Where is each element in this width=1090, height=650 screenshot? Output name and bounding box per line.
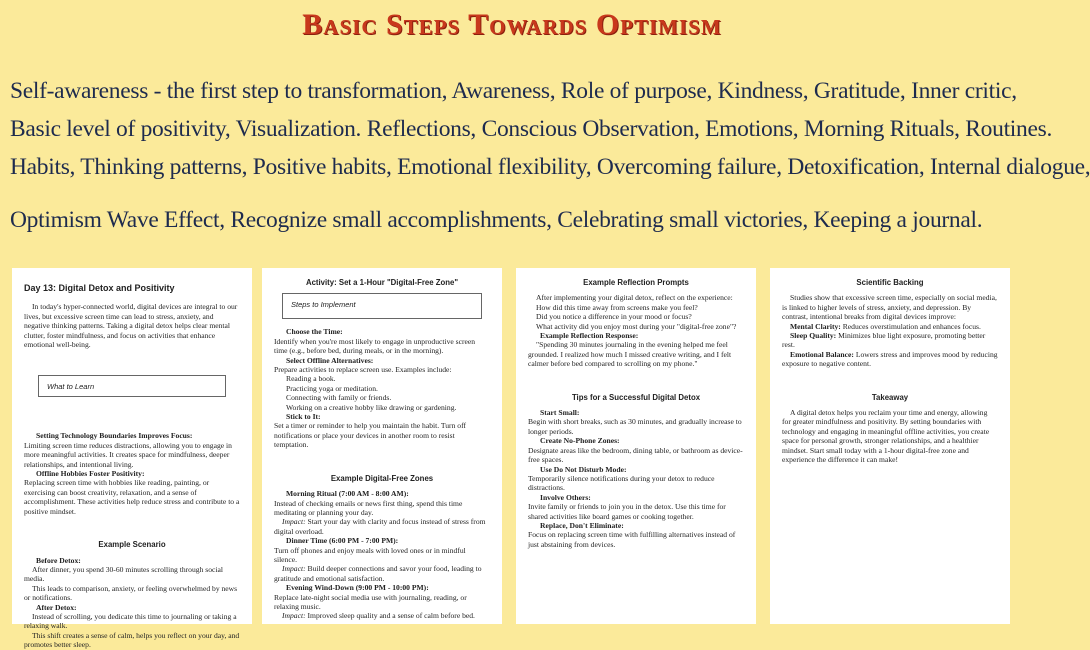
card-intro: Studies show that excessive screen time, especially on social media, is linked to higher levels of stress, anxiety, and depression. By contrast, intentional breaks from digital devices improve: [782,293,997,322]
page-card-activity [262,268,502,624]
point-title: Offline Hobbies Foster Positivity: [36,469,145,479]
impact-label: Impact: [282,611,306,621]
topic-line-1: Self-awareness - the first step to transformation, Awareness, Role of purpose, Kindness, Gratitude, Inner critic, [10,78,1017,104]
tip-title: Create No-Phone Zones: [540,436,620,446]
tip-text: Focus on replacing screen time with fulfilling alternatives instead of just abstaining from devices. [528,530,736,549]
what-to-learn-box: What to Learn [38,375,226,397]
point-text: "Spending 30 minutes journaling in the evening helped me feel grounded. I realized how much I missed creative writing, and I felt calmer before bed compared to scrolling on my phone." [528,340,732,369]
card-heading: Day 13: Digital Detox and Positivity [24,283,175,293]
zone-title: Morning Ritual (7:00 AM - 8:00 AM): [286,489,409,499]
point-text: This shift creates a sense of calm, helps you reflect on your day, and promotes better sleep. [24,630,240,650]
benefit-title: Sleep Quality: [790,331,837,341]
benefit-item [782,322,998,331]
tip-text: Designate areas like the bedroom, dining table, or bathroom as device-free spaces. [528,445,743,465]
point-title: Setting Technology Boundaries Improves Focus: [36,431,193,441]
zone-impact [274,517,490,536]
section-heading: Example Digital-Free Zones [330,473,434,483]
benefit-title: Emotional Balance: [790,349,854,359]
point-text: This leads to comparison, anxiety, or feeling overwhelmed by news or notifications. [24,583,238,603]
topic-line-3: Habits, Thinking patterns, Positive habits, Emotional flexibility, Overcoming failure, Detoxification, Internal dialogue, [10,154,1090,180]
card-intro: In today's hyper-connected world, digital devices are integral to our lives, but excessive screen time can lead to stress, anxiety, and negative thinking patterns. Taking a digital detox helps clear mental clutter, foster mindfulness, and focus on activities that enhance emotional well-being. [24,302,238,350]
benefit-item [782,350,998,369]
zone-text: Replace late-night social media use with journaling, reading, or relaxing music. [274,592,467,611]
point-text: Identify when you're most likely to engage in unproductive screen time (e.g., before bed, during meals, or in the morning). [274,336,476,356]
zone-title: Dinner Time (6:00 PM - 7:00 PM): [286,536,399,546]
card-heading: Activity: Set a 1-Hour "Digital-Free Zone" [305,278,459,287]
topic-line-4: Optimism Wave Effect, Recognize small accomplishments, Celebrating small victories, Keeping a journal. [10,207,983,233]
benefit-title: Mental Clarity: [790,321,841,331]
tip-text: Temporarily silence notifications during your detox to reduce distractions. [528,473,715,493]
section-heading: Example Scenario [98,540,166,550]
point-text: After dinner, you spend 30-60 minutes scrolling through social media. [24,564,223,584]
page-card-science [770,268,1010,624]
point-title: Stick to It: [286,412,321,422]
prompt-item: Did you notice a difference in your mood or focus? [536,312,692,322]
tip-title: Involve Others: [540,492,591,502]
tip-title: Replace, Don't Eliminate: [540,520,624,530]
impact-label: Impact: [282,517,306,527]
prompt-item: What activity did you enjoy most during your "digital-free zone"? [536,321,737,331]
prompt-item: How did this time away from screens make you feel? [536,302,698,312]
zone-text: Turn off phones and enjoy meals with loved ones or in mindful silence. [274,545,466,564]
point-title: Example Reflection Response: [540,331,639,341]
point-title: Select Offline Alternatives: [286,355,374,365]
page-card-reflection [516,268,756,624]
tip-title: Use Do Not Disturb Mode: [540,464,627,474]
point-text: Limiting screen time reduces distractions, allowing you to engage in more meaningful activities. It creates space for mindfulness, deeper relationships, and intentional living. [24,440,232,469]
zone-impact [274,611,490,620]
point-text: Prepare activities to replace screen use. Examples include: [274,365,452,375]
example-item: Working on a creative hobby like drawing or gardening. [286,402,457,412]
card-heading: Example Reflection Prompts [583,278,689,287]
section-heading: Tips for a Successful Digital Detox [571,392,701,402]
point-text: Set a timer or reminder to help you maintain the habit. Turn off notifications or place your devices in another room to resist temptation. [274,421,466,450]
tip-text: Invite family or friends to join you in the detox. Use this time for shared activities like board games or cooking together. [528,502,726,521]
tip-title: Start Small: [540,408,580,418]
point-title: After Detox: [36,602,77,612]
point-title: Choose the Time: [286,327,343,337]
zone-title: Evening Wind-Down (9:00 PM - 10:00 PM): [286,583,429,593]
zone-text: Instead of checking emails or news first thing, spend this time meditating or planning your day. [274,498,463,517]
point-text: Replacing screen time with hobbies like reading, painting, or exercising can boost creativity, relaxation, and a sense of accomplishment. These activities help reduce stress and contribute to a positive mindset. [24,478,240,516]
page-card-day13 [12,268,252,650]
example-item: Practicing yoga or meditation. [286,383,378,393]
impact-text: Start your day with clarity and focus instead of stress from digital overload. [274,517,486,536]
impact-label: Impact: [282,564,306,574]
benefit-text: Reduces overstimulation and enhances focus. [842,321,981,331]
zone-impact [274,564,490,583]
topic-list [10,72,1090,239]
impact-text: Build deeper connections and savor your food, leading to gratitude and emotional satisfaction. [274,564,482,583]
benefit-text: Lowers stress and improves mood by reducing exposure to negative content. [782,349,998,369]
tip-text: Begin with short breaks, such as 30 minutes, and gradually increase to longer periods. [528,417,742,436]
topic-line-2: Basic level of positivity, Visualization. Reflections, Conscious Observation, Emotions, Morning Rituals, Routines. [10,116,1053,142]
steps-box: Steps to Implement [282,293,482,319]
example-item: Reading a book. [286,374,336,384]
section-heading: Takeaway [871,392,909,402]
impact-text: Improved sleep quality and a sense of calm before bed. [307,611,475,621]
example-item: Connecting with family or friends. [286,393,392,403]
card-heading: Scientific Backing [856,278,924,287]
point-title: Before Detox: [36,555,81,565]
point-text: Instead of scrolling, you dedicate this time to journaling or taking a relaxing walk. [24,611,237,631]
page-title: Basic Steps Towards Optimism [302,8,722,41]
card-intro: After implementing your digital detox, reflect on the experience: [536,293,733,303]
takeaway-text: A digital detox helps you reclaim your time and energy, allowing for greater mindfulness and positivity. By setting boundaries with technology and engaging in meaningful offline activities, you create space for personal growth, stronger relationships, and a healthier mindset. Start small today with a 1-hour digital-free zone and experience the difference it can make! [782,408,990,465]
benefit-item [782,331,998,350]
benefit-text: Minimizes blue light exposure, promoting better rest. [782,331,986,350]
